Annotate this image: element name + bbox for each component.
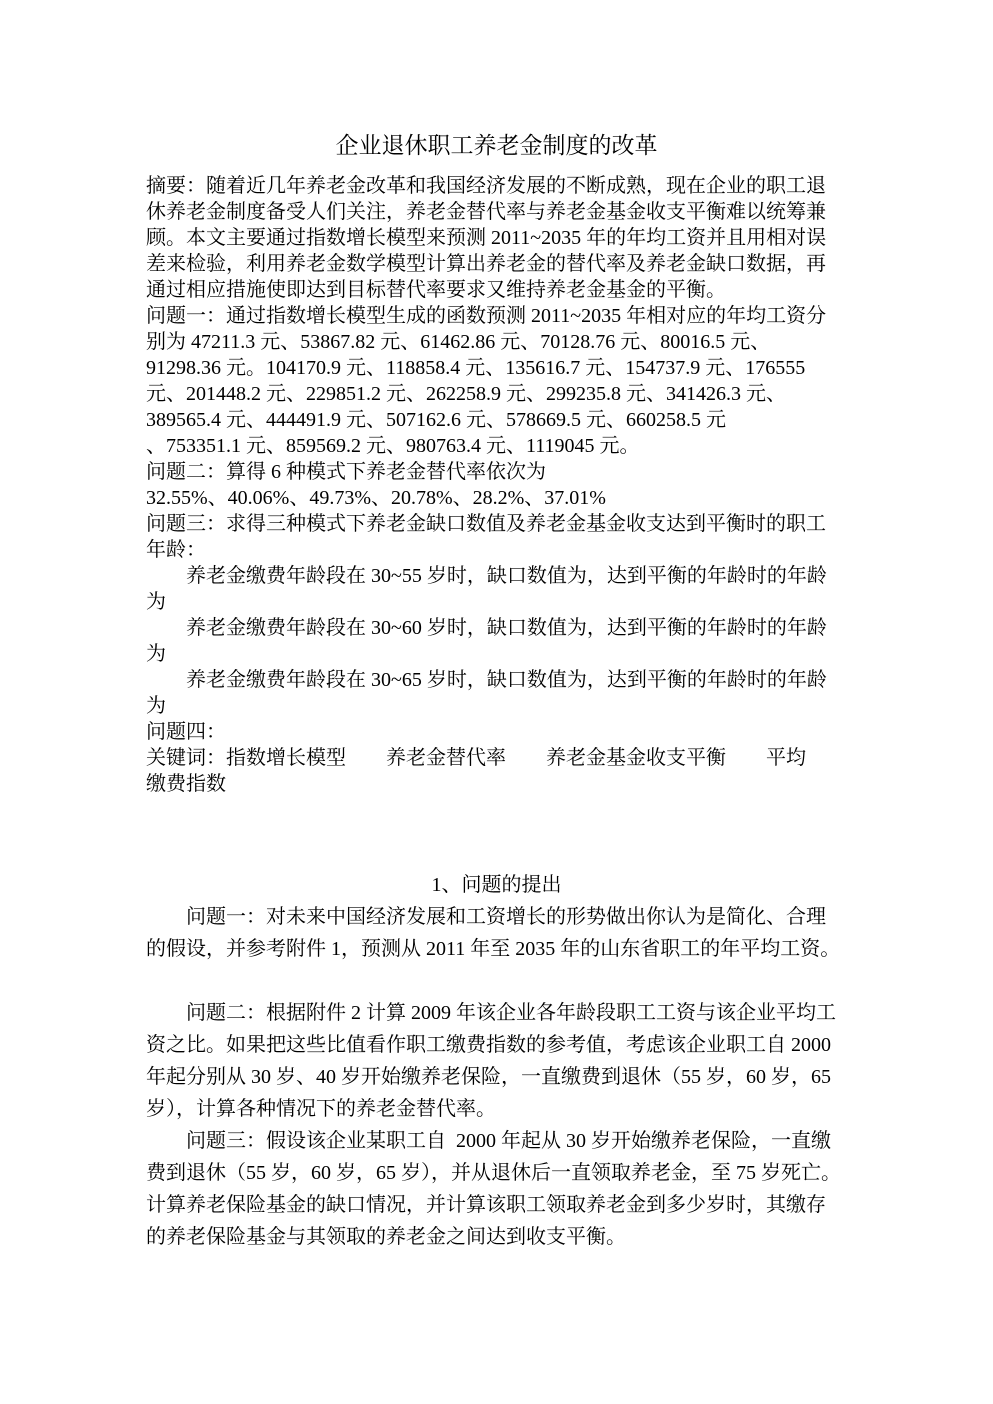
section-problem-statement: [146, 869, 847, 1253]
text-line: 、753351.1 元、859569.2 元、980763.4 元、1119045 元。: [146, 435, 640, 457]
section-heading: 1、问题的提出: [431, 874, 562, 896]
text-line: 为: [146, 591, 166, 613]
text-line: 年起分别从 30 岁、40 岁开始缴养老保险，一直缴费到退休（55 岁，60 岁，65: [146, 1066, 831, 1088]
text-line: 缴费指数: [146, 773, 226, 795]
text-line: 关键词：指数增长模型 养老金替代率 养老金基金收支平衡 平均: [146, 747, 806, 769]
text-line: 的养老保险基金与其领取的养老金之间达到收支平衡。: [146, 1226, 626, 1248]
paragraph-problem-3: [146, 1125, 847, 1253]
paragraph-problem-2: [146, 997, 847, 1125]
text-line: 别为 47211.3 元、53867.82 元、61462.86 元、70128.76 元、80016.5 元、: [146, 331, 771, 353]
text-line: 问题一：对未来中国经济发展和工资增长的形势做出你认为是简化、合理: [146, 906, 826, 928]
text-line: 91298.36 元。104170.9 元、118858.4 元、135616.7 元、154737.9 元、176555: [146, 357, 806, 379]
text-line: 资之比。如果把这些比值看作职工缴费指数的参考值，考虑该企业职工自 2000: [146, 1034, 831, 1056]
text-line: 32.55%、40.06%、49.73%、20.78%、28.2%、37.01%: [146, 487, 606, 509]
text-line: 问题一：通过指数增长模型生成的函数预测 2011~2035 年相对应的年均工资分: [146, 305, 827, 327]
text-line: 389565.4 元、444491.9 元、507162.6 元、578669.5 元、660258.5 元: [146, 409, 726, 431]
text-line: 年龄：: [146, 539, 206, 561]
text-line: 计算养老保险基金的缺口情况，并计算该职工领取养老金到多少岁时，其缴存: [146, 1194, 826, 1216]
paragraph-problem-1: [146, 901, 847, 965]
text-line: 岁），计算各种情况下的养老金替代率。: [146, 1098, 496, 1120]
text-line: 顾。本文主要通过指数增长模型来预测 2011~2035 年的年均工资并且用相对误: [146, 227, 827, 249]
text-line: 的假设，并参考附件 1，预测从 2011 年至 2035 年的山东省职工的年平均工资。: [146, 938, 841, 960]
text-line: 养老金缴费年龄段在 30~60 岁时，缺口数值为，达到平衡的年龄时的年龄: [146, 617, 827, 639]
text-line: 差来检验，利用养老金数学模型计算出养老金的替代率及养老金缺口数据，再: [146, 253, 826, 275]
text-line: 摘要：随着近几年养老金改革和我国经济发展的不断成熟，现在企业的职工退: [146, 175, 826, 197]
document-title: 企业退休职工养老金制度的改革: [335, 133, 658, 158]
text-line: 问题三：求得三种模式下养老金缺口数值及养老金基金收支达到平衡时的职工: [146, 513, 826, 535]
text-line: 养老金缴费年龄段在 30~65 岁时，缺口数值为，达到平衡的年龄时的年龄: [146, 669, 827, 691]
text-line: 问题二：根据附件 2 计算 2009 年该企业各年龄段职工工资与该企业平均工: [146, 1002, 836, 1024]
text-line: 问题四：: [146, 721, 226, 743]
abstract-and-results-block: [146, 173, 847, 797]
text-line: 为: [146, 643, 166, 665]
text-line: 通过相应措施使即达到目标替代率要求又维持养老金基金的平衡。: [146, 279, 726, 301]
text-line: 问题二：算得 6 种模式下养老金替代率依次为: [146, 461, 546, 483]
text-line: 养老金缴费年龄段在 30~55 岁时，缺口数值为，达到平衡的年龄时的年龄: [146, 565, 827, 587]
text-line: 休养老金制度备受人们关注，养老金替代率与养老金基金收支平衡难以统筹兼: [146, 201, 826, 223]
text-line: 元、201448.2 元、229851.2 元、262258.9 元、299235.8 元、341426.3 元、: [146, 383, 786, 405]
text-line: 费到退休（55 岁，60 岁，65 岁），并从退休后一直领取养老金，至 75 岁死亡。: [146, 1162, 841, 1184]
text-line: 问题三：假设该企业某职工自 2000 年起从 30 岁开始缴养老保险，一直缴: [146, 1130, 831, 1152]
text-line: 为: [146, 695, 166, 717]
